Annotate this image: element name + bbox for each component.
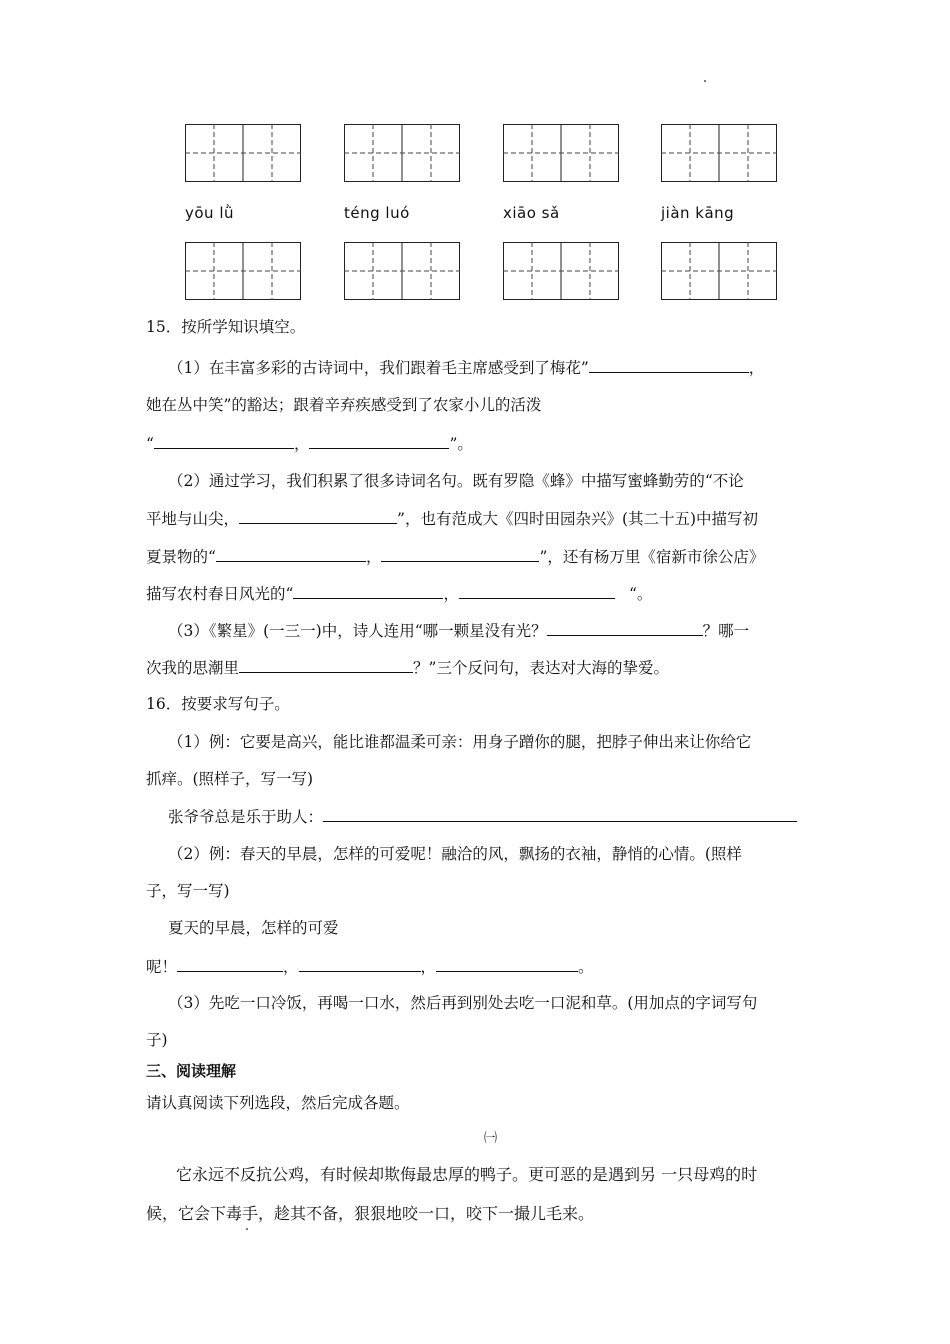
q16-part2-line2: 子，写一写)	[146, 882, 230, 900]
writing-grid[interactable]	[661, 124, 777, 182]
blank[interactable]	[154, 432, 294, 449]
punct: ，	[748, 359, 765, 377]
q16-part1-line1: （1）例：它要是高兴，能比谁都温柔可亲：用身子蹭你的腿，把脖子伸出来让你给它	[168, 733, 752, 751]
writing-grid[interactable]	[344, 242, 460, 300]
pinyin-label: yōu lǜ	[185, 204, 235, 222]
text: 张爷爷总是乐于助人：	[168, 808, 324, 826]
punct: ，	[420, 958, 437, 976]
punct: ”。	[449, 435, 473, 453]
q15-part2-line1: （2）通过学习，我们积累了很多诗词名句。既有罗隐《蜂》中描写蜜蜂勤劳的“不论	[168, 472, 744, 490]
text: 夏景物的“	[146, 548, 216, 566]
blank[interactable]	[459, 582, 615, 599]
section-instruction: 请认真阅读下列选段，然后完成各题。	[146, 1094, 410, 1112]
blank[interactable]	[436, 955, 578, 972]
text: ？”三个反问句，表达对大海的挚爱。	[413, 659, 669, 677]
writing-grid[interactable]	[344, 124, 460, 182]
blank[interactable]	[323, 805, 797, 822]
q15-part3-line2	[146, 656, 669, 679]
blank[interactable]	[309, 432, 449, 449]
q16-part3-line1: （3）先吃一口冷饭，再喝一口水，然后再到别处去吃一口泥和草。(用加点的字词写句	[168, 994, 758, 1012]
q16-part1-line2: 抓痒。(照样子，写一写)	[146, 770, 314, 788]
text: （3）《繁星》(一三一)中，诗人连用“哪一颗星没有光？	[168, 622, 547, 640]
text: 描写农村春日风光的“	[146, 585, 294, 603]
q15-part2-line4	[146, 582, 652, 605]
q16-part2-line1: （2）例：春天的早晨，怎样的可爱呢！融洽的风，飘扬的衣袖，静悄的心情。(照样	[168, 845, 742, 863]
writing-grid[interactable]	[503, 242, 619, 300]
text: ”，也有范成大《四时田园杂兴》(其二十五)中描写初	[397, 510, 759, 528]
pinyin-label: jiàn kāng	[661, 204, 735, 222]
punct: ，	[365, 548, 382, 566]
pinyin-label: téng luó	[344, 204, 410, 222]
writing-grid[interactable]	[185, 242, 301, 300]
blank[interactable]	[239, 656, 413, 673]
blank[interactable]	[547, 619, 703, 636]
question-15-title: 15．按所学知识填空。	[146, 318, 306, 336]
q15-part2-line3	[146, 545, 764, 568]
text: 呢！	[146, 958, 178, 976]
text: 平地与山尖，	[146, 510, 240, 528]
q15-part1-line3	[146, 432, 473, 455]
section-heading: 三、阅读理解	[146, 1062, 237, 1080]
punct: ，	[293, 435, 310, 453]
writing-grid[interactable]	[185, 124, 301, 182]
blank[interactable]	[239, 507, 397, 524]
text: 次我的思潮里	[146, 659, 240, 677]
blank[interactable]	[589, 356, 749, 373]
q15-part3-line1	[168, 619, 749, 642]
blank[interactable]	[299, 955, 421, 972]
punct: ，	[443, 585, 459, 603]
blank[interactable]	[381, 545, 539, 562]
decorative-dot	[704, 80, 706, 82]
q15-part2-line2	[146, 507, 758, 530]
punct: “。	[628, 585, 653, 603]
q16-part2-line3: 夏天的早晨，怎样的可爱	[168, 919, 339, 937]
punct: ，	[283, 958, 299, 976]
writing-grid[interactable]	[661, 242, 777, 300]
text: ”，还有杨万里《宿新市徐公店》	[539, 548, 765, 566]
writing-grid[interactable]	[503, 124, 619, 182]
q15-part1-line2: 她在丛中笑”的豁达；跟着辛弃疾感受到了农家小儿的活泼	[146, 396, 542, 414]
blank[interactable]	[177, 955, 283, 972]
reading-paragraph-line2: 候，它会下毒手，趁其不备，狠狠地咬一口，咬下一撮儿毛来。	[146, 1204, 595, 1223]
decorative-dot	[246, 1228, 248, 1230]
question-16-title: 16．按要求写句子。	[146, 695, 290, 713]
q15-part1-line1	[168, 356, 764, 379]
pinyin-label: xiāo sǎ	[503, 204, 560, 222]
reading-paragraph-line1: 它永远不反抗公鸡，有时候却欺侮最忠厚的鸭子。更可恶的是遇到另 一只母鸡的时	[176, 1165, 758, 1184]
q16-part1-line3	[168, 805, 797, 828]
punct: 。	[578, 958, 594, 976]
punct: “	[146, 435, 154, 453]
q16-part3-line2: 子)	[146, 1031, 168, 1049]
q15-part1-text: （1）在丰富多彩的古诗词中，我们跟着毛主席感受到了梅花”	[168, 359, 589, 377]
part-label: ㈠	[484, 1131, 498, 1146]
text: ？哪一	[702, 622, 750, 640]
blank[interactable]	[293, 582, 443, 599]
blank[interactable]	[216, 545, 366, 562]
q16-part2-line4	[146, 955, 594, 978]
